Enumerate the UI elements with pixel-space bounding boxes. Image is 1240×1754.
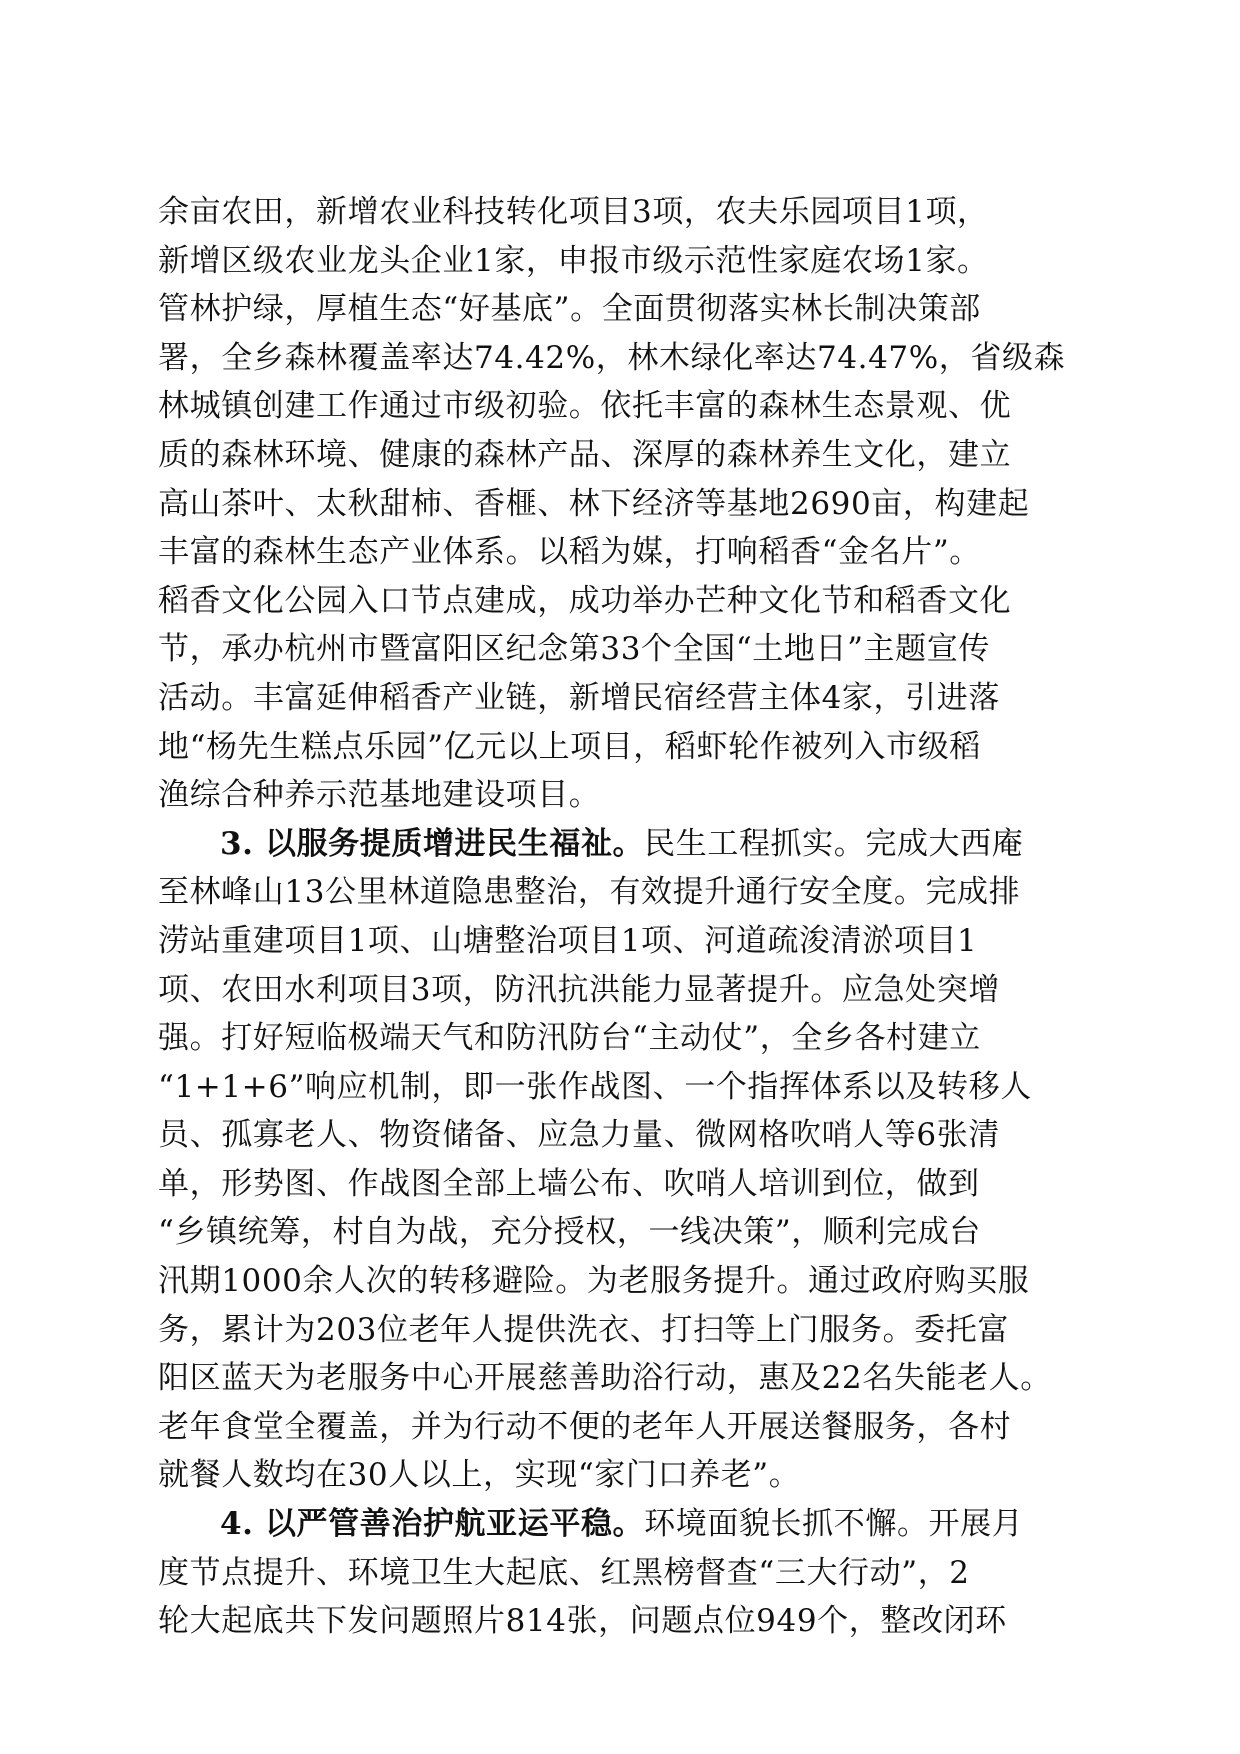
section-3-line: 单，形势图、作战图全部上墙公布、吹哨人培训到位，做到 bbox=[158, 1165, 980, 1202]
paragraph-line: 渔综合种养示范基地建设项目。 bbox=[158, 777, 601, 814]
paragraph-line: 稻香文化公园入口节点建成，成功举办芒种文化节和稻香文化 bbox=[158, 582, 1012, 619]
body-text bbox=[158, 188, 1088, 1646]
paragraph-line: 质的森林环境、健康的森林产品、深厚的森林养生文化，建立 bbox=[158, 436, 1012, 473]
section-4-line: 度节点提升、环境卫生大起底、红黑榜督查“三大行动”，2 bbox=[158, 1554, 970, 1591]
section-3-line: “乡镇统筹，村自为战，充分授权，一线决策”，顺利完成台 bbox=[158, 1214, 981, 1251]
section-3-line: 老年食堂全覆盖，并为行动不便的老年人开展送餐服务，各村 bbox=[158, 1408, 1012, 1445]
section-3-line: 汛期1000余人次的转移避险。为老服务提升。通过政府购买服 bbox=[158, 1263, 1030, 1300]
paragraph-line: 管林护绿，厚植生态“好基底”。全面贯彻落实林长制决策部 bbox=[158, 291, 981, 328]
paragraph-line: 林城镇创建工作通过市级初验。依托丰富的森林生态景观、优 bbox=[158, 388, 1012, 425]
section-3-line: 项、农田水利项目3项，防汛抗洪能力显著提升。应急处突增 bbox=[158, 971, 1000, 1008]
section-4-first-line bbox=[158, 1500, 1088, 1549]
section-4-heading: 4. 以严管善治护航亚运平稳。 bbox=[220, 1506, 645, 1543]
paragraph-line: 节，承办杭州市暨富阳区纪念第33个全国“土地日”主题宣传 bbox=[158, 631, 990, 668]
section-3-first-line-text: 民生工程抓实。完成大西庵 bbox=[644, 825, 1024, 862]
section-3-line: 至林峰山13公里林道隐患整治，有效提升通行安全度。完成排 bbox=[158, 874, 1021, 911]
section-4-first-line-text: 环境面貌长抓不懈。开展月 bbox=[644, 1506, 1024, 1543]
section-3-line: 员、孤寡老人、物资储备、应急力量、微网格吹哨人等6张清 bbox=[158, 1117, 1000, 1154]
section-3-line: 强。打好短临极端天气和防汛防台“主动仗”，全乡各村建立 bbox=[158, 1020, 981, 1057]
paragraph-line: 地“杨先生糕点乐园”亿元以上项目，稻虾轮作被列入市级稻 bbox=[158, 728, 981, 765]
paragraph-line: 丰富的森林生态产业体系。以稻为媒，打响稻香“金名片”。 bbox=[158, 534, 981, 571]
paragraph-line: 新增区级农业龙头企业1家，申报市级示范性家庭农场1家。 bbox=[158, 242, 989, 279]
section-3-line: 阳区蓝天为老服务中心开展慈善助浴行动，惠及22名失能老人。 bbox=[158, 1360, 1052, 1397]
section-3-heading: 3. 以服务提质增进民生福祉。 bbox=[220, 825, 645, 862]
section-3-line: “1+1+6”响应机制，即一张作战图、一个指挥体系以及转移人 bbox=[158, 1068, 1032, 1105]
paragraph-line: 活动。丰富延伸稻香产业链，新增民宿经营主体4家，引进落 bbox=[158, 679, 1000, 716]
section-3-first-line bbox=[158, 820, 1088, 869]
section-3-line: 就餐人数均在30人以上，实现“家门口养老”。 bbox=[158, 1457, 801, 1494]
section-3-line: 涝站重建项目1项、山塘整治项目1项、河道疏浚清淤项目1 bbox=[158, 922, 978, 959]
paragraph-line: 高山茶叶、太秋甜柿、香榧、林下经济等基地2690亩，构建起 bbox=[158, 485, 1030, 522]
paragraph-line: 余亩农田，新增农业科技转化项目3项，农夫乐园项目1项， bbox=[158, 194, 989, 230]
section-3-line: 务，累计为203位老年人提供洗衣、打扫等上门服务。委托富 bbox=[158, 1311, 1009, 1348]
section-4-line: 轮大起底共下发问题照片814张，问题点位949个，整改闭环 bbox=[158, 1603, 1007, 1640]
paragraph-line: 署，全乡森林覆盖率达74.42%，林木绿化率达74.47%，省级森 bbox=[158, 339, 1066, 376]
